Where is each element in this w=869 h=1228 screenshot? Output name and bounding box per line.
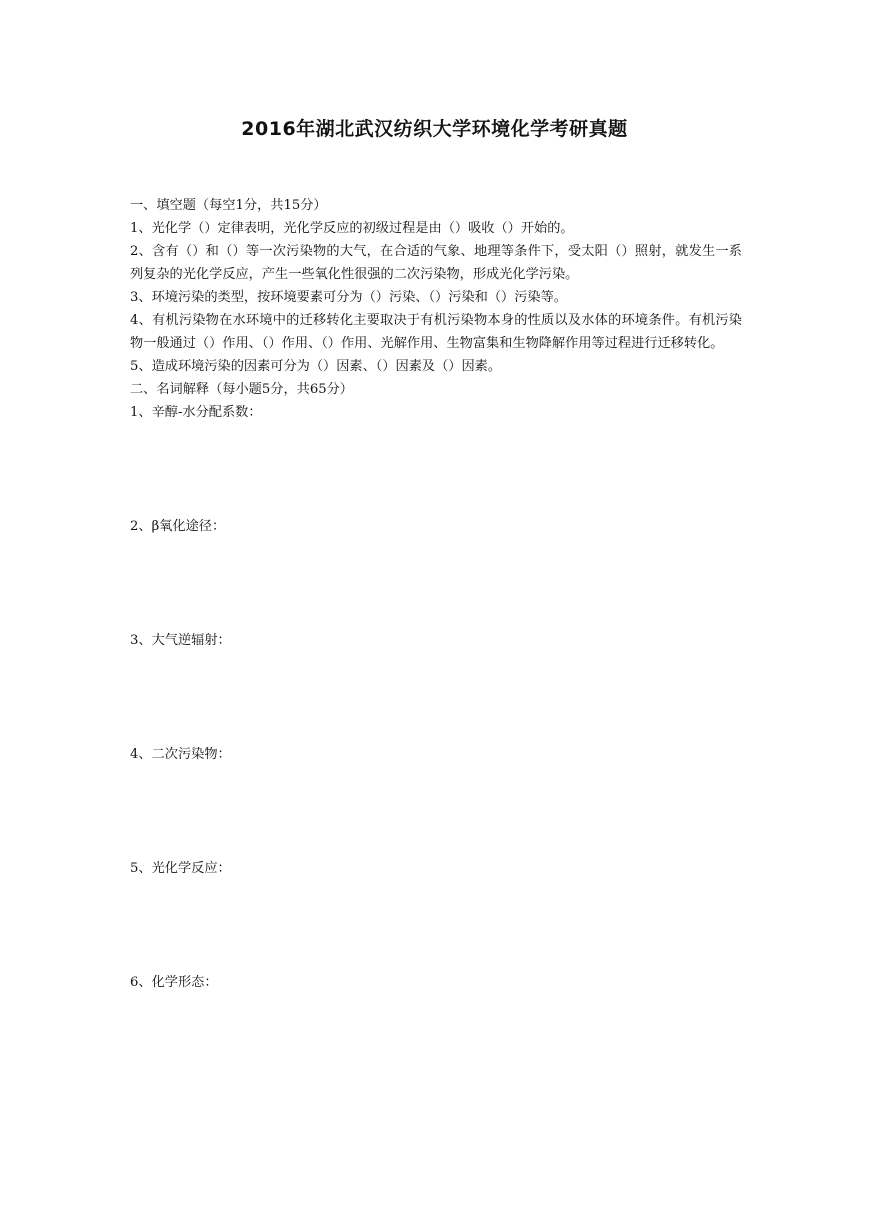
section-fill-in-blank — [130, 194, 742, 378]
document-title: 2016年湖北武汉纺织大学环境化学考研真题 — [241, 118, 628, 140]
section-heading: 二、名词解释（每小题5分，共65分） — [130, 382, 353, 397]
term-item: 6、化学形态： — [130, 975, 218, 990]
document-body — [130, 194, 742, 994]
section-term-definitions — [130, 378, 742, 994]
term-item: 5、光化学反应： — [130, 861, 231, 876]
question-item: 1、光化学（）定律表明，光化学反应的初级过程是由（）吸收（）开始的。 — [130, 221, 574, 236]
term-item: 1、辛醇-水分配系数： — [130, 405, 262, 420]
term-item: 3、大气逆辐射： — [130, 633, 231, 648]
term-item: 2、β氧化途径： — [130, 519, 226, 534]
question-item: 4、有机污染物在水环境中的迁移转化主要取决于有机污染物本身的性质以及水体的环境条件。有机污染物一般通过（）作用、（）作用、（）作用、光解作用、生物富集和生物降解作用等过程进行迁移转化。 — [130, 313, 742, 351]
question-item: 2、含有（）和（）等一次污染物的大气，在合适的气象、地理等条件下，受太阳（）照射，就发生一系列复杂的光化学反应，产生一些氧化性很强的二次污染物，形成光化学污染。 — [130, 244, 742, 282]
question-item: 3、环境污染的类型，按环境要素可分为（）污染、（）污染和（）污染等。 — [130, 290, 567, 305]
term-item: 4、二次污染物： — [130, 747, 231, 762]
section-heading: 一、填空题（每空1分，共15分） — [130, 198, 327, 213]
question-item: 5、造成环境污染的因素可分为（）因素、（）因素及（）因素。 — [130, 359, 502, 374]
